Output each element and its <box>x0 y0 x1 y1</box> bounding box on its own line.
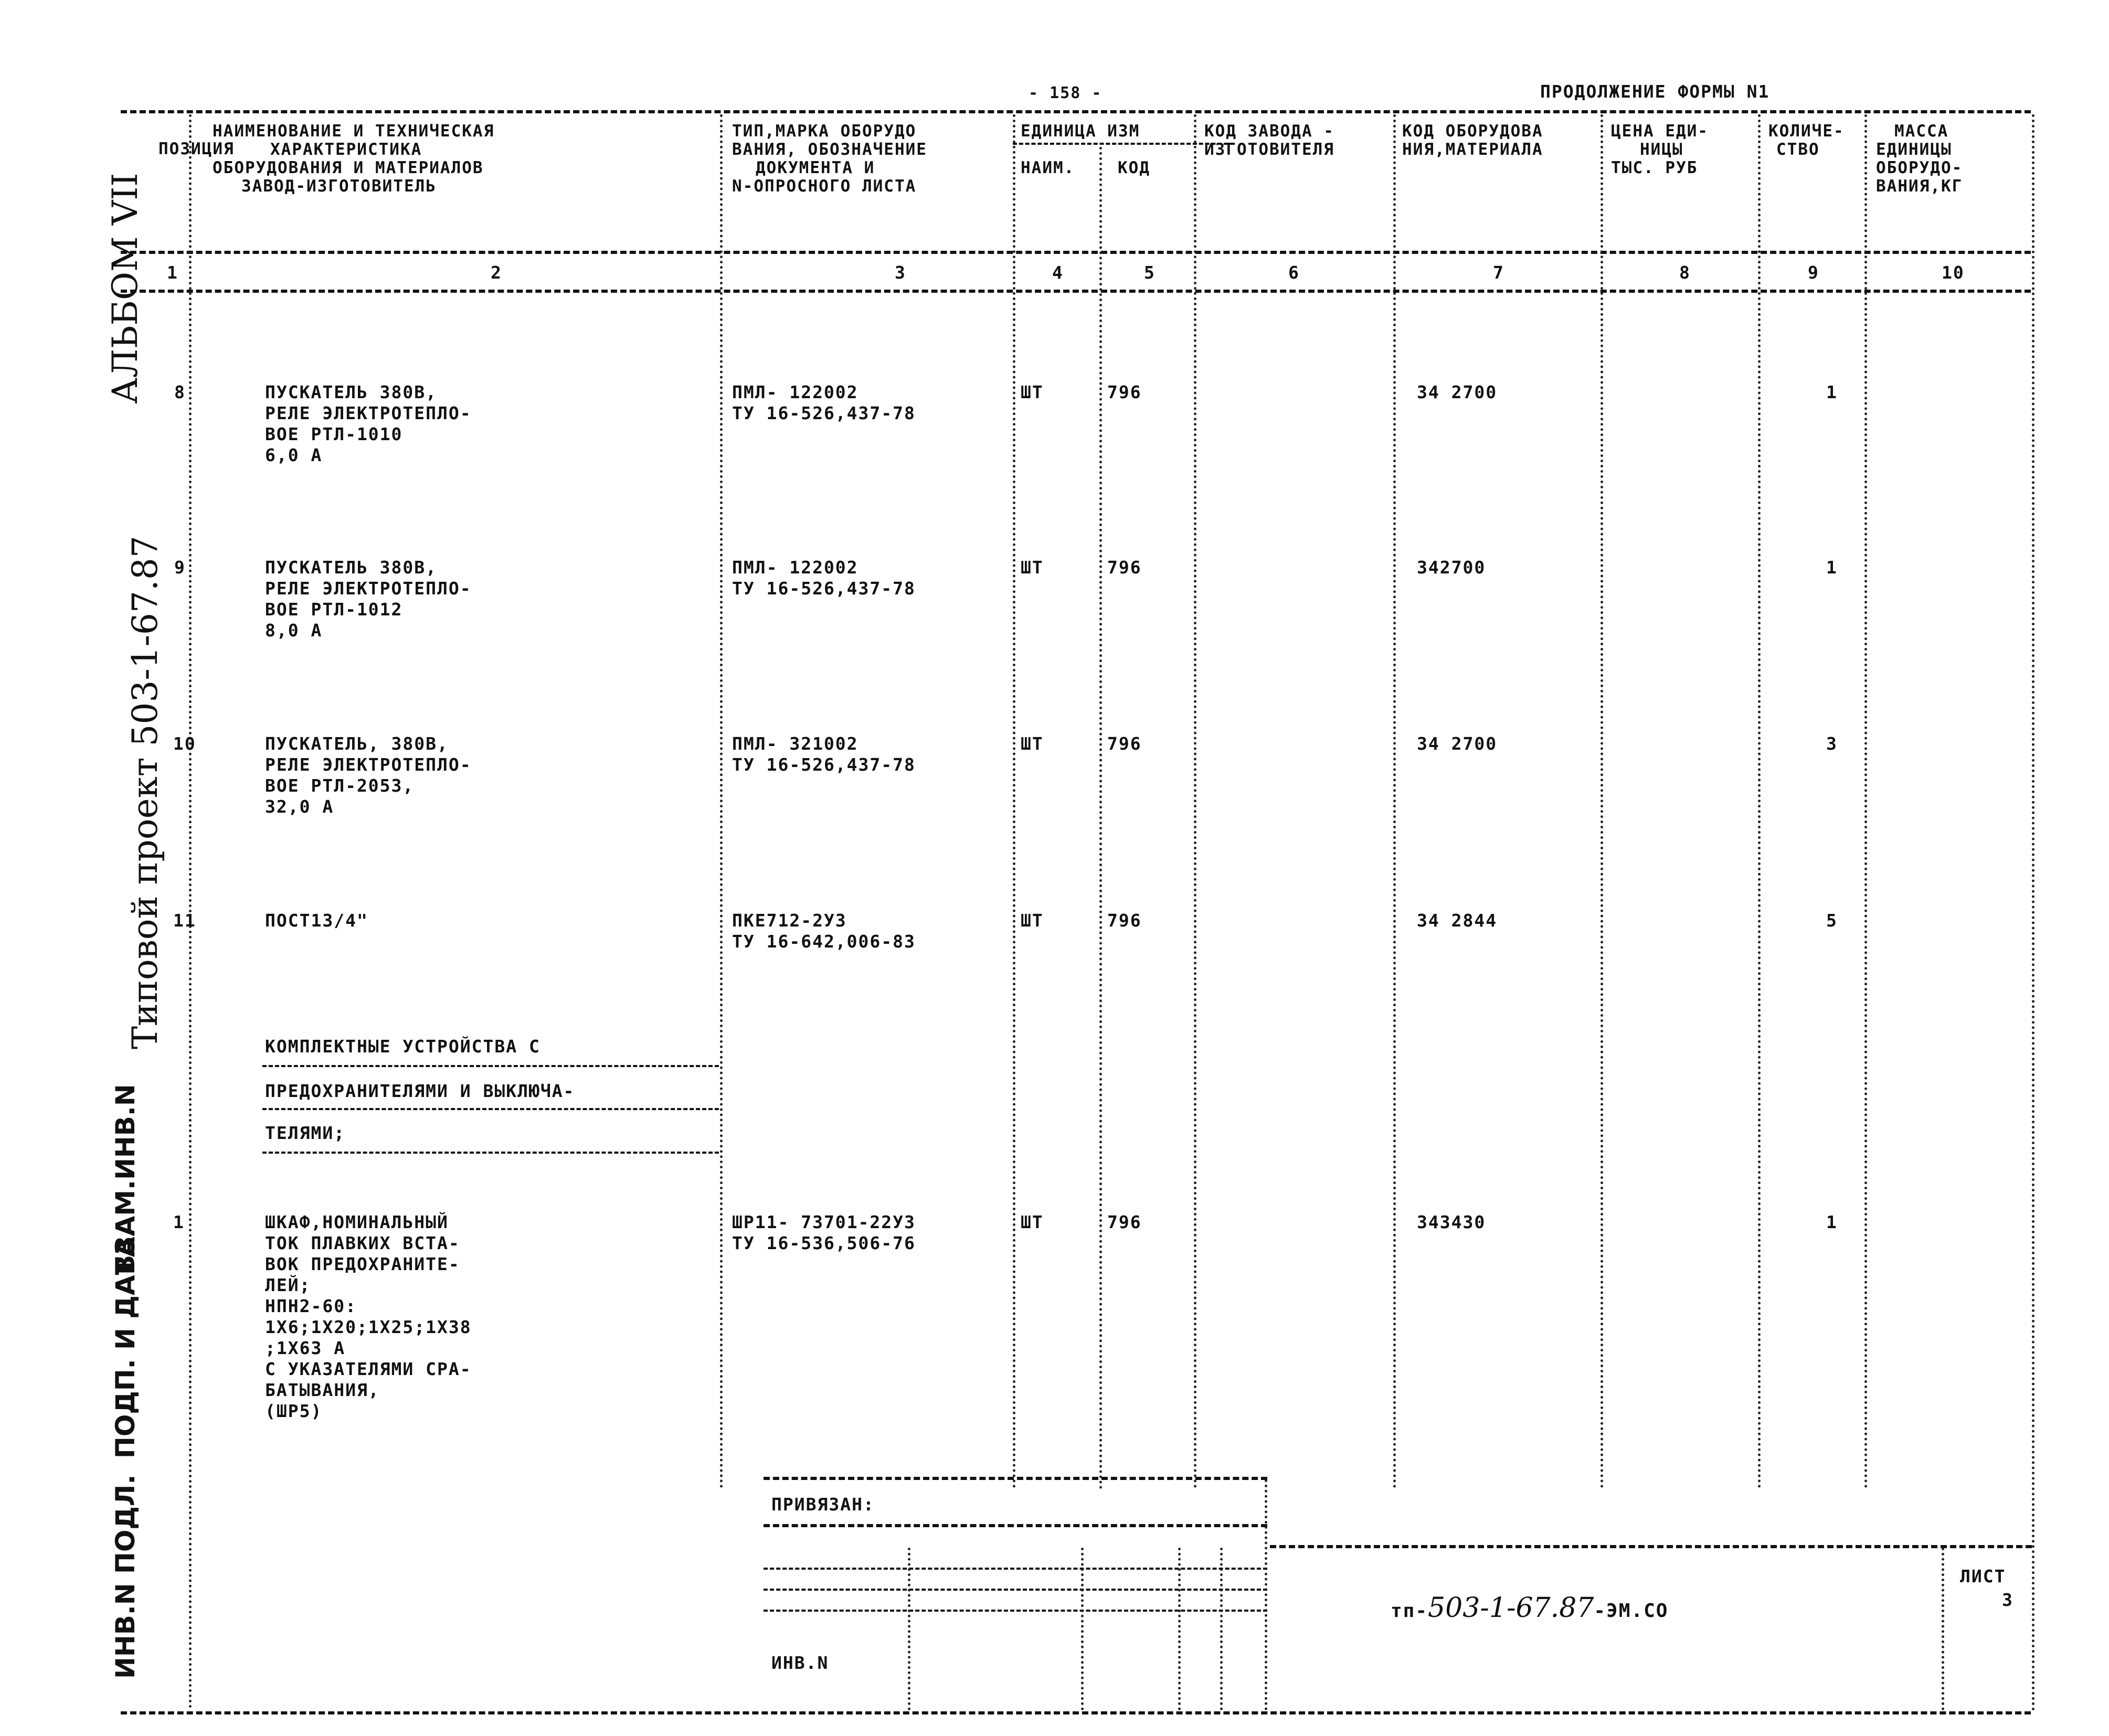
header-factory-code-line1: КОД ЗАВОДА - <box>1204 122 1334 141</box>
row-unit: ШТ <box>1021 1212 1044 1232</box>
row-quantity: 5 <box>1826 910 1838 931</box>
row-name-line: НПН2-60: <box>265 1296 357 1316</box>
stamp-divider <box>1178 1548 1181 1710</box>
side-label-album: АЛЬБОМ VII <box>105 173 145 404</box>
row-unit-code: 796 <box>1107 382 1142 402</box>
column-number: 9 <box>1808 262 1819 283</box>
col-divider <box>1601 114 1603 1489</box>
row-unit: ШТ <box>1021 557 1044 578</box>
row-unit-code: 796 <box>1107 1212 1142 1232</box>
row-name-line: ПУСКАТЕЛЬ, 380В, <box>265 733 449 754</box>
row-equipment-code: 34 2700 <box>1417 382 1498 402</box>
column-number: 7 <box>1493 262 1504 283</box>
row-name-line: ШКАФ,НОМИНАЛЬНЫЙ <box>265 1212 449 1232</box>
stamp-attached-label: ПРИВЯЗАН: <box>771 1494 875 1515</box>
header-mass-line4: ВАНИЯ,КГ <box>1876 177 1963 196</box>
header-type-line2: ВАНИЯ, ОБОЗНАЧЕНИЕ <box>732 140 927 159</box>
row-unit: ШТ <box>1021 910 1044 931</box>
stamp-row-line <box>764 1589 1267 1591</box>
stamp-border <box>764 1477 1267 1480</box>
row-name-line: БАТЫВАНИЯ, <box>265 1380 380 1400</box>
table-top-border <box>121 110 2031 113</box>
stamp-divider <box>908 1548 910 1710</box>
column-numbers-bottom-border <box>121 290 2031 293</box>
header-equipment-code-line2: НИЯ,МАТЕРИАЛА <box>1402 140 1543 159</box>
table-row-position: 1 <box>173 1212 185 1232</box>
header-unit-code: КОД <box>1118 158 1150 177</box>
header-name-line4: ЗАВОД-ИЗГОТОВИТЕЛЬ <box>241 177 437 196</box>
header-type-line1: ТИП,МАРКА ОБОРУДО <box>732 122 917 141</box>
continuation-title: ПРОДОЛЖЕНИЕ ФОРМЫ N1 <box>1540 81 1770 102</box>
row-name-line: 32,0 А <box>265 796 334 817</box>
header-name-line2: ХАРАКТЕРИСТИКА <box>270 140 422 159</box>
row-name-line: ЛЕЙ; <box>265 1275 311 1295</box>
row-spec: ТУ 16-526,437-78 <box>732 578 916 599</box>
table-row-position: 9 <box>174 557 186 578</box>
section-heading-underline <box>262 1065 719 1067</box>
stamp-sign-date: ПОДП. И ДАТА <box>110 1237 141 1458</box>
column-number: 4 <box>1052 262 1064 283</box>
header-type-line3: ДОКУМЕНТА И <box>756 158 875 177</box>
section-heading-line2: ПРЕДОХРАНИТЕЛЯМИ И ВЫКЛЮЧА- <box>265 1081 575 1101</box>
table-row-position: 10 <box>173 733 196 754</box>
column-number: 8 <box>1679 262 1691 283</box>
row-quantity: 1 <box>1826 557 1838 578</box>
row-type: ПМЛ- 122002 <box>732 382 859 402</box>
row-spec: ТУ 16-536,506-76 <box>732 1233 916 1253</box>
column-number: 6 <box>1288 262 1300 283</box>
row-equipment-code: 342700 <box>1417 557 1486 578</box>
row-name-line: ТОК ПЛАВКИХ ВСТА- <box>265 1233 460 1253</box>
section-heading-underline <box>262 1152 719 1154</box>
page-number: - 158 - <box>1029 84 1103 102</box>
col-divider <box>1194 114 1196 1489</box>
row-type: ПМЛ- 321002 <box>732 733 859 754</box>
header-position: ПОЗИЦИЯ <box>158 140 235 158</box>
row-name-line: ;1Х63 А <box>265 1338 346 1358</box>
document-code-number: 503-1-67.87 <box>1428 1592 1594 1624</box>
stamp-divider <box>1220 1548 1223 1710</box>
section-heading-line3: ТЕЛЯМИ; <box>265 1123 346 1143</box>
row-name-line: РЕЛЕ ЭЛЕКТРОТЕПЛО- <box>265 403 472 423</box>
header-factory-code-line2: ИЗГОТОВИТЕЛЯ <box>1204 140 1334 159</box>
table-row-position: 8 <box>174 382 186 402</box>
header-name-line1: НАИМЕНОВАНИЕ И ТЕХНИЧЕСКАЯ <box>213 122 495 141</box>
sheet-box-divider <box>1942 1548 1944 1710</box>
header-price-line2: НИЦЫ <box>1640 140 1683 159</box>
column-number: 2 <box>491 262 502 283</box>
section-heading-underline <box>262 1108 719 1110</box>
row-quantity: 1 <box>1826 1212 1838 1232</box>
row-equipment-code: 34 2844 <box>1417 910 1498 931</box>
table-row-position: 11 <box>173 910 196 931</box>
header-mass-line1: МАССА <box>1894 122 1949 141</box>
header-equipment-code-line1: КОД ОБОРУДОВА <box>1402 122 1543 141</box>
col-divider <box>1864 114 1867 1489</box>
row-name-line: ПОСТ13/4" <box>265 910 368 931</box>
column-number: 3 <box>895 262 906 283</box>
table-bottom-border <box>121 1711 2031 1714</box>
col-divider <box>1393 114 1396 1489</box>
row-quantity: 3 <box>1826 733 1838 754</box>
row-unit-code: 796 <box>1107 733 1142 754</box>
header-name-line3: ОБОРУДОВАНИЯ И МАТЕРИАЛОВ <box>213 158 484 177</box>
header-unit-group: ЕДИНИЦА ИЗМ <box>1021 122 1140 141</box>
stamp-divider <box>1265 1479 1267 1710</box>
stamp-row-line <box>764 1568 1267 1570</box>
row-type: ШР11- 73701-22У3 <box>732 1212 916 1232</box>
row-name-line: ВОЕ РТЛ-1010 <box>265 424 403 444</box>
row-name-line: 6,0 А <box>265 445 323 465</box>
stamp-inv-original: ИНВ.N ПОДЛ. <box>110 1474 141 1679</box>
col-divider <box>720 114 723 1489</box>
row-type: ПМЛ- 122002 <box>732 557 859 578</box>
row-unit: ШТ <box>1021 382 1044 402</box>
header-bottom-border <box>121 251 2031 254</box>
header-price-line3: ТЫС. РУБ <box>1611 158 1698 177</box>
row-spec: ТУ 16-526,437-78 <box>732 403 916 423</box>
col-divider <box>1099 147 1102 1490</box>
header-unit-name: НАИМ. <box>1021 158 1075 177</box>
row-unit-code: 796 <box>1107 910 1142 931</box>
side-label-project: Типовой проект 503-1-67.87 <box>125 536 165 1049</box>
row-spec: ТУ 16-642,006-83 <box>732 931 916 952</box>
header-quantity-line2: СТВО <box>1776 140 1820 159</box>
row-spec: ТУ 16-526,437-78 <box>732 754 916 775</box>
row-equipment-code: 34 2700 <box>1417 733 1498 754</box>
stamp-row-line <box>764 1610 1267 1612</box>
row-name-line: ВОК ПРЕДОХРАНИТЕ- <box>265 1254 460 1274</box>
row-name-line: (ШР5) <box>265 1401 323 1421</box>
row-name-line: ПУСКАТЕЛЬ 380В, <box>265 382 438 402</box>
stamp-vzam-inv: ВЗАМ.ИНВ.N <box>110 1084 141 1275</box>
row-name-line: 8,0 А <box>265 620 323 641</box>
row-unit-code: 796 <box>1107 557 1142 578</box>
stamp-inv-label: ИНВ.N <box>771 1653 829 1673</box>
sheet-label: ЛИСТ <box>1960 1566 2006 1586</box>
header-type-line4: N-ОПРОСНОГО ЛИСТА <box>732 177 917 196</box>
column-number: 1 <box>167 262 178 283</box>
row-type: ПКЕ712-2У3 <box>732 910 847 931</box>
title-block-border <box>1270 1545 2032 1548</box>
col-divider <box>1758 114 1761 1489</box>
row-name-line: РЕЛЕ ЭЛЕКТРОТЕПЛО- <box>265 754 472 775</box>
row-name-line: ПУСКАТЕЛЬ 380В, <box>265 557 438 578</box>
column-number: 10 <box>1942 262 1965 283</box>
header-quantity-line1: КОЛИЧЕ- <box>1768 122 1845 141</box>
row-quantity: 1 <box>1826 382 1838 402</box>
header-mass-line3: ОБОРУДО- <box>1876 158 1963 177</box>
column-number: 5 <box>1144 262 1156 283</box>
row-name-line: РЕЛЕ ЭЛЕКТРОТЕПЛО- <box>265 578 472 599</box>
row-equipment-code: 343430 <box>1417 1212 1486 1232</box>
document-code-suffix: -ЭМ.СО <box>1594 1600 1669 1622</box>
header-mass-line2: ЕДИНИЦЫ <box>1876 140 1952 159</box>
header-price-line1: ЦЕНА ЕДИ- <box>1611 122 1709 141</box>
table-right-border <box>2032 114 2034 1712</box>
stamp-border <box>764 1524 1267 1527</box>
row-name-line: С УКАЗАТЕЛЯМИ СРА- <box>265 1359 472 1379</box>
stamp-divider <box>1081 1548 1084 1710</box>
col-divider <box>1013 114 1015 1489</box>
document-code <box>1391 1592 1669 1624</box>
row-name-line: ВОЕ РТЛ-2053, <box>265 775 415 796</box>
document-code-prefix: тп- <box>1391 1600 1428 1622</box>
section-heading-line1: КОМПЛЕКТНЫЕ УСТРОЙСТВА С <box>265 1036 541 1057</box>
sheet-number: 3 <box>2002 1590 2013 1610</box>
row-unit: ШТ <box>1021 733 1044 754</box>
row-name-line: 1Х6;1Х20;1Х25;1Х38 <box>265 1317 472 1337</box>
row-name-line: ВОЕ РТЛ-1012 <box>265 599 403 620</box>
